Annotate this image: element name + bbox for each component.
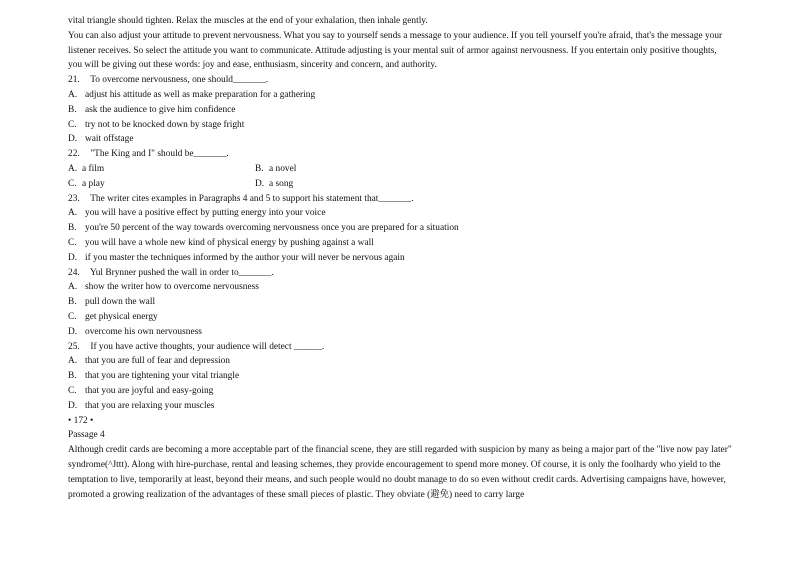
option-25-d xyxy=(68,399,732,414)
option-text: that you are relaxing your muscles xyxy=(85,400,215,411)
option-22-c xyxy=(68,177,255,192)
option-text: a song xyxy=(269,178,294,189)
option-25-b xyxy=(68,369,732,384)
option-24-c xyxy=(68,310,732,325)
option-letter: D. xyxy=(68,134,78,145)
option-text: a film xyxy=(82,163,105,174)
question-25 xyxy=(68,340,732,355)
question-23 xyxy=(68,192,732,207)
option-text: ask the audience to give him confidence xyxy=(85,104,236,115)
attitude-paragraph: You can also adjust your attitude to prevent nervousness. What you say to yourself sends a message to your audience. If you tell yourself you're afraid, that's the message your listener receives. So select the attitude you want to communicate. Attitude adjusting is your mental suit of armor against nervousness. If you entertain only positive thoughts, you will be giving out these words: joy and ease, enthusiasm, sincerity and concern, and authority. xyxy=(68,30,723,71)
option-21-b xyxy=(68,103,732,118)
option-letter: B. xyxy=(68,223,77,234)
option-22-a xyxy=(68,162,255,177)
question-stem: The writer cites examples in Paragraphs 4 and 5 to support his statement that_______. xyxy=(90,193,414,204)
option-text: adjust his attitude as well as make preparation for a gathering xyxy=(85,89,316,100)
question-stem: Yul Brynner pushed the wall in order to_______. xyxy=(90,267,274,278)
question-number: 25. xyxy=(68,341,80,352)
option-24-d xyxy=(68,325,732,340)
option-letter: B. xyxy=(68,297,77,308)
option-letter: D. xyxy=(68,326,78,337)
option-23-a xyxy=(68,206,732,221)
option-text: show the writer how to overcome nervousness xyxy=(85,282,259,293)
option-text: pull down the wall xyxy=(85,297,156,308)
option-24-b xyxy=(68,295,732,310)
intro-line: vital triangle should tighten. Relax the muscles at the end of your exhalation, then inhale gently. xyxy=(68,16,428,26)
option-text: wait offstage xyxy=(85,134,134,145)
question-stem: If you have active thoughts, your audience will detect ______. xyxy=(90,341,325,352)
option-letter: A. xyxy=(68,356,78,367)
question-stem: To overcome nervousness, one should_______. xyxy=(90,75,269,86)
option-22-b xyxy=(255,162,442,177)
options-row-22-ab xyxy=(68,162,732,177)
option-text: you're 50 percent of the way towards overcoming nervousness once you are prepared for a situation xyxy=(85,223,459,234)
option-24-a xyxy=(68,280,732,295)
option-letter: C. xyxy=(68,178,77,189)
option-23-b xyxy=(68,221,732,236)
option-text: a play xyxy=(82,178,105,189)
option-letter: C. xyxy=(68,311,77,322)
option-letter: A. xyxy=(68,163,78,174)
passage-heading: Passage 4 xyxy=(68,430,105,441)
passage-text: Although credit cards are becoming a more acceptable part of the financial scene, they are still regarded with suspicion by many as being a major part of the "live now pay later" syndrome(^Jttt). Along with hire-purchase, rental and leasing schemes, they provide encouragement to spend more money. Of course, it is only the foolhardy who yield to the temptation to live, temporarily at least, beyond their means, and such people would no doubt manage to do so even without credit cards. Advertising campaigns have, however, promoted a growing realization of the advantages of these small pieces of plastic. They obviate (避免) need to carry large xyxy=(68,445,732,500)
question-number: 23. xyxy=(68,193,80,204)
option-text: a novel xyxy=(269,163,297,174)
option-25-a xyxy=(68,354,732,369)
option-letter: A. xyxy=(68,282,78,293)
option-text: get physical energy xyxy=(85,311,158,322)
option-letter: D. xyxy=(255,178,265,189)
option-text: overcome his own nervousness xyxy=(85,326,202,337)
option-letter: B. xyxy=(255,163,264,174)
option-text: that you are full of fear and depression xyxy=(85,356,230,367)
option-letter: A. xyxy=(68,89,78,100)
question-24 xyxy=(68,266,732,281)
page-number: • 172 • xyxy=(68,415,94,426)
question-21 xyxy=(68,73,732,88)
option-text: that you are joyful and easy-going xyxy=(85,385,214,396)
option-letter: B. xyxy=(68,104,77,115)
question-number: 22. xyxy=(68,149,80,160)
option-21-d xyxy=(68,132,732,147)
option-23-c xyxy=(68,236,732,251)
option-23-d xyxy=(68,251,732,266)
option-text: that you are tightening your vital triangle xyxy=(85,371,240,382)
option-25-c xyxy=(68,384,732,399)
option-text: if you master the techniques informed by the author your will never be nervous again xyxy=(85,252,405,263)
option-letter: C. xyxy=(68,385,77,396)
options-row-22-cd xyxy=(68,177,732,192)
question-22 xyxy=(68,147,732,162)
option-letter: B. xyxy=(68,371,77,382)
option-letter: A. xyxy=(68,208,78,219)
option-text: you will have a whole new kind of physical energy by pushing against a wall xyxy=(85,237,374,248)
option-letter: C. xyxy=(68,237,77,248)
question-number: 21. xyxy=(68,75,80,86)
option-21-a xyxy=(68,88,732,103)
option-letter: D. xyxy=(68,400,78,411)
question-stem: "The King and I" should be_______. xyxy=(90,149,229,160)
option-text: you will have a positive effect by putting energy into your voice xyxy=(85,208,326,219)
option-letter: C. xyxy=(68,119,77,130)
option-21-c xyxy=(68,118,732,133)
question-number: 24. xyxy=(68,267,80,278)
option-22-d xyxy=(255,177,442,192)
option-text: try not to be knocked down by stage fright xyxy=(85,119,245,130)
option-letter: D. xyxy=(68,252,78,263)
